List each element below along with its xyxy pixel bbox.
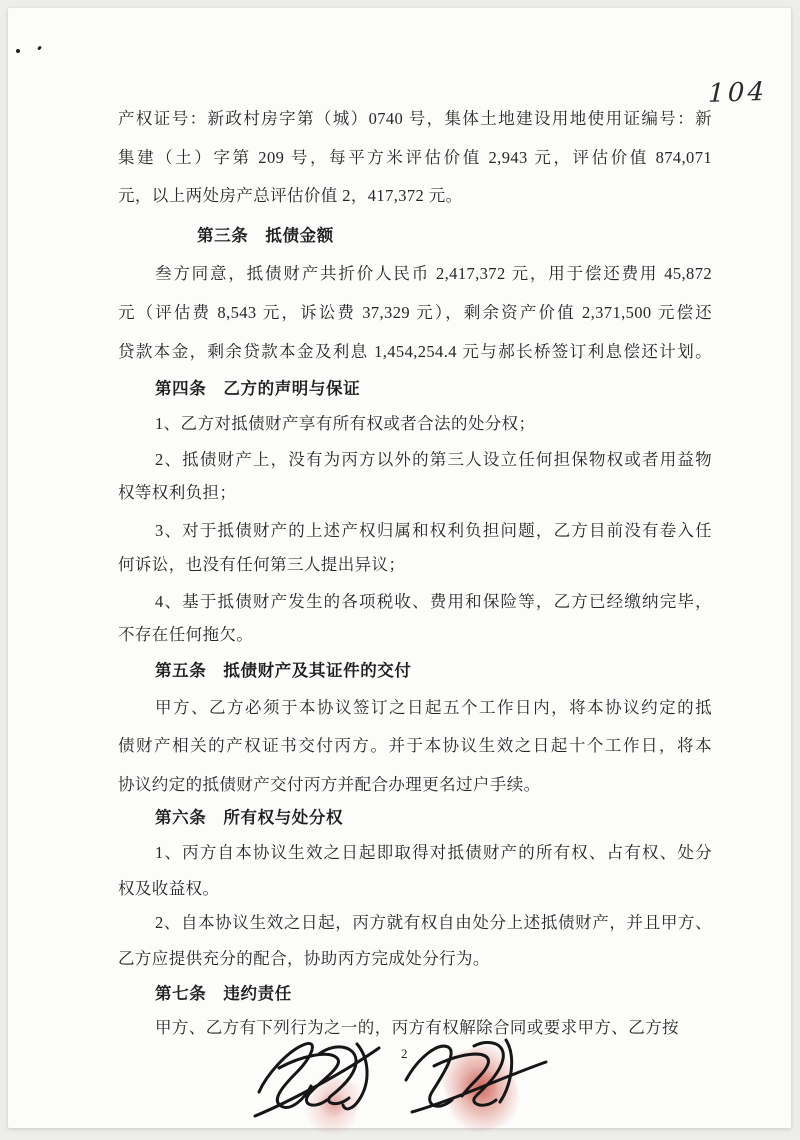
text-line: 权等权利负担； — [118, 483, 237, 502]
text-line: 不存在任何拖欠。 — [118, 625, 254, 644]
text-line: 4、基于抵债财产发生的各项税收、费用和保险等，乙方已经缴纳完毕， — [155, 592, 712, 611]
signature-left — [253, 1032, 385, 1127]
signature-right — [398, 1028, 548, 1123]
text-line: 乙方应提供充分的配合，协助丙方完成处分行为。 — [118, 949, 490, 968]
clause-heading: 第七条 违约责任 — [155, 984, 292, 1003]
text-line: 产权证号：新政村房字第（城）0740 号，集体土地建设用地使用证编号：新 — [118, 109, 712, 128]
clause-heading: 第六条 所有权与处分权 — [155, 808, 344, 827]
text-line: 元（评估费 8,543 元，诉讼费 37,329 元），剩余资产价值 2,371,500 元偿还 — [118, 303, 712, 322]
signature-area — [8, 1018, 791, 1130]
signature-note: 2 — [401, 1046, 408, 1061]
ink-speck-icon — [37, 46, 42, 51]
clause-heading: 第五条 抵债财产及其证件的交付 — [155, 661, 412, 680]
text-line: 协议约定的抵债财产交付丙方并配合办理更名过户手续。 — [118, 775, 541, 794]
text-line: 权及收益权。 — [118, 879, 220, 898]
document-page — [8, 8, 791, 1128]
clause-heading: 第四条 乙方的声明与保证 — [155, 379, 361, 398]
text-line: 债财产相关的产权证书交付丙方。并于本协议生效之日起十个工作日，将本 — [118, 736, 712, 755]
text-line: 甲方、乙方必须于本协议签订之日起五个工作日内，将本协议约定的抵 — [155, 698, 712, 717]
text-line: 集建（土）字第 209 号，每平方米评估价值 2,943 元，评估价值 874,071 — [118, 148, 712, 167]
text-line: 叁方同意，抵债财产共折价人民币 2,417,372 元，用于偿还费用 45,872 — [155, 264, 712, 283]
text-line: 2、自本协议生效之日起，丙方就有权自由处分上述抵债财产，并且甲方、 — [155, 913, 712, 932]
clause-heading: 第三条 抵债金额 — [197, 226, 334, 245]
text-line: 2、抵债财产上，没有为丙方以外的第三人设立任何担保物权或者用益物 — [155, 450, 712, 469]
text-line: 何诉讼，也没有任何第三人提出异议； — [118, 555, 406, 574]
ink-speck-icon — [16, 49, 20, 53]
page-number: 104 — [704, 76, 771, 110]
text-line: 3、对于抵债财产的上述产权归属和权利负担问题，乙方目前没有卷入任 — [155, 521, 712, 540]
text-line: 贷款本金，剩余贷款本金及利息 1,454,254.4 元与郝长桥签订利息偿还计划。 — [118, 342, 712, 361]
text-line: 甲方、乙方有下列行为之一的，丙方有权解除合同或要求甲方、乙方按 — [155, 1018, 679, 1037]
text-line: 1、乙方对抵债财产享有所有权或者合法的处分权； — [155, 414, 536, 433]
text-line: 1、丙方自本协议生效之日起即取得对抵债财产的所有权、占有权、处分 — [155, 843, 712, 862]
text-line: 元，以上两处房产总评估价值 2，417,372 元。 — [118, 186, 463, 205]
